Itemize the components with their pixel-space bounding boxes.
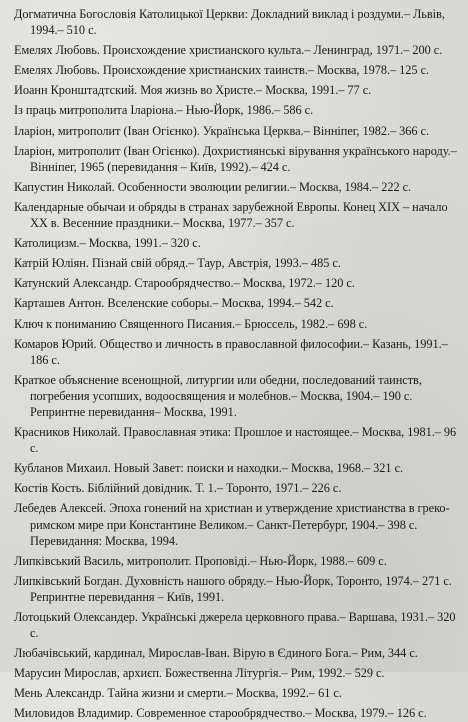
- bibliography-entry: Іларіон, митрополит (Іван Огієнко). Українська Церква.– Вінніпег, 1982.– 366 с.: [14, 123, 430, 138]
- bibliography-entry: Иоанн Кронштадтский. Моя жизнь во Христе.– Москва, 1991.– 77 с.: [14, 83, 372, 98]
- bibliography-entry: Краткое объяснение всенощной, литургии или обедни, последований таинств, погребения усопших, водоосвящения и молебнов.– Москва, 1904.– 190 с. Репринтне перевидання– Москва, 1991.: [14, 372, 422, 419]
- bibliography-entry: Догматична Богословія Католицької Церкви: Докладний виклад і роздуми.– Львів, 1994.– 510 с.: [14, 7, 445, 38]
- bibliography-entry: Лебедев Алексей. Эпоха гонений на христиан и утверждение христианства в греко-римском мире при Константине Великом.– Санкт-Петербург, 1904.– 398 с. Перевидання: Москва, 1994.: [14, 501, 450, 548]
- bibliography-entry: Липківський Богдан. Духовність нашого обряду.– Нью-Йорк, Торонто, 1974.– 271 с. Репринтне перевидання – Київ, 1991.: [14, 573, 452, 604]
- bibliography-entry: Із праць митрополита Іларіона.– Нью-Йорк, 1986.– 586 с.: [14, 103, 314, 118]
- bibliography-entry: Емелях Любовь. Происхождение христианских таинств.– Москва, 1978.– 125 с.: [14, 63, 430, 78]
- bibliography-entry: Календарные обычаи и обряды в странах зарубежной Европы. Конец XIX – начало XX в. Весенние праздники.– Москва, 1977.– 357 с.: [14, 199, 448, 231]
- bibliography-entry: Костів Кость. Біблійний довідник. Т. 1.– Торонто, 1971.– 226 с.: [14, 481, 342, 496]
- bibliography-entry: Катунский Александр. Старообрядчество.– Москва, 1972.– 120 с.: [14, 276, 355, 291]
- bibliography-entry: Липківський Василь, митрополит. Проповіді.– Нью-Йорк, 1988.– 609 с.: [14, 553, 387, 568]
- bibliography-entry: Лотоцький Олександер. Українські джерела церковного права.– Варшава, 1931.– 320 с.: [14, 610, 456, 641]
- bibliography-entry: Комаров Юрий. Общество и личность в православной философии.– Казань, 1991.– 186 с.: [14, 336, 448, 367]
- bibliography-entry: Карташев Антон. Вселенские соборы.– Москва, 1994.– 542 с.: [14, 296, 334, 311]
- bibliography-entry: Капустин Николай. Особенности эволюции религии.– Москва, 1984.– 222 с.: [14, 179, 412, 194]
- bibliography-entry: Любачівський, кардинал, Мирослав-Іван. Вірую в Єдиного Бога.– Рим, 344 с.: [14, 646, 418, 661]
- bibliography-entry: Католицизм.– Москва, 1991.– 320 с.: [14, 236, 201, 251]
- bibliography-entry: Мень Александр. Тайна жизни и смерти.– Москва, 1992.– 61 с.: [14, 686, 342, 701]
- bibliography-entry: Емелях Любовь. Происхождение христианского культа.– Ленинград, 1971.– 200 с.: [14, 43, 443, 58]
- bibliography-entry: Іларіон, митрополит (Іван Огієнко). Дохристиянські вірування українського народу.– Вінніпег, 1965 (перевидання – Київ, 1992).– 424 с.: [14, 143, 457, 174]
- bibliography-entry: Кубланов Михаил. Новый Завет: поиски и находки.– Москва, 1968.– 321 с.: [14, 461, 404, 476]
- bibliography-entry: Катрій Юліян. Пізнай свій обряд.– Таур, Австрія, 1993.– 485 с.: [14, 256, 341, 271]
- bibliography-entry: Миловидов Владимир. Современное старообрядчество.– Москва, 1979.– 126 с.: [14, 706, 427, 721]
- bibliography-entry: Ключ к пониманию Священного Писания.– Брюссель, 1982.– 698 с.: [14, 316, 368, 331]
- bibliography-entry: Марусин Мирослав, архиєп. Божественна Літургія.– Рим, 1992.– 529 с.: [14, 666, 385, 681]
- bibliography-entry: Красников Николай. Православная этика: Прошлое и настоящее.– Москва, 1981.– 96 с.: [14, 425, 457, 456]
